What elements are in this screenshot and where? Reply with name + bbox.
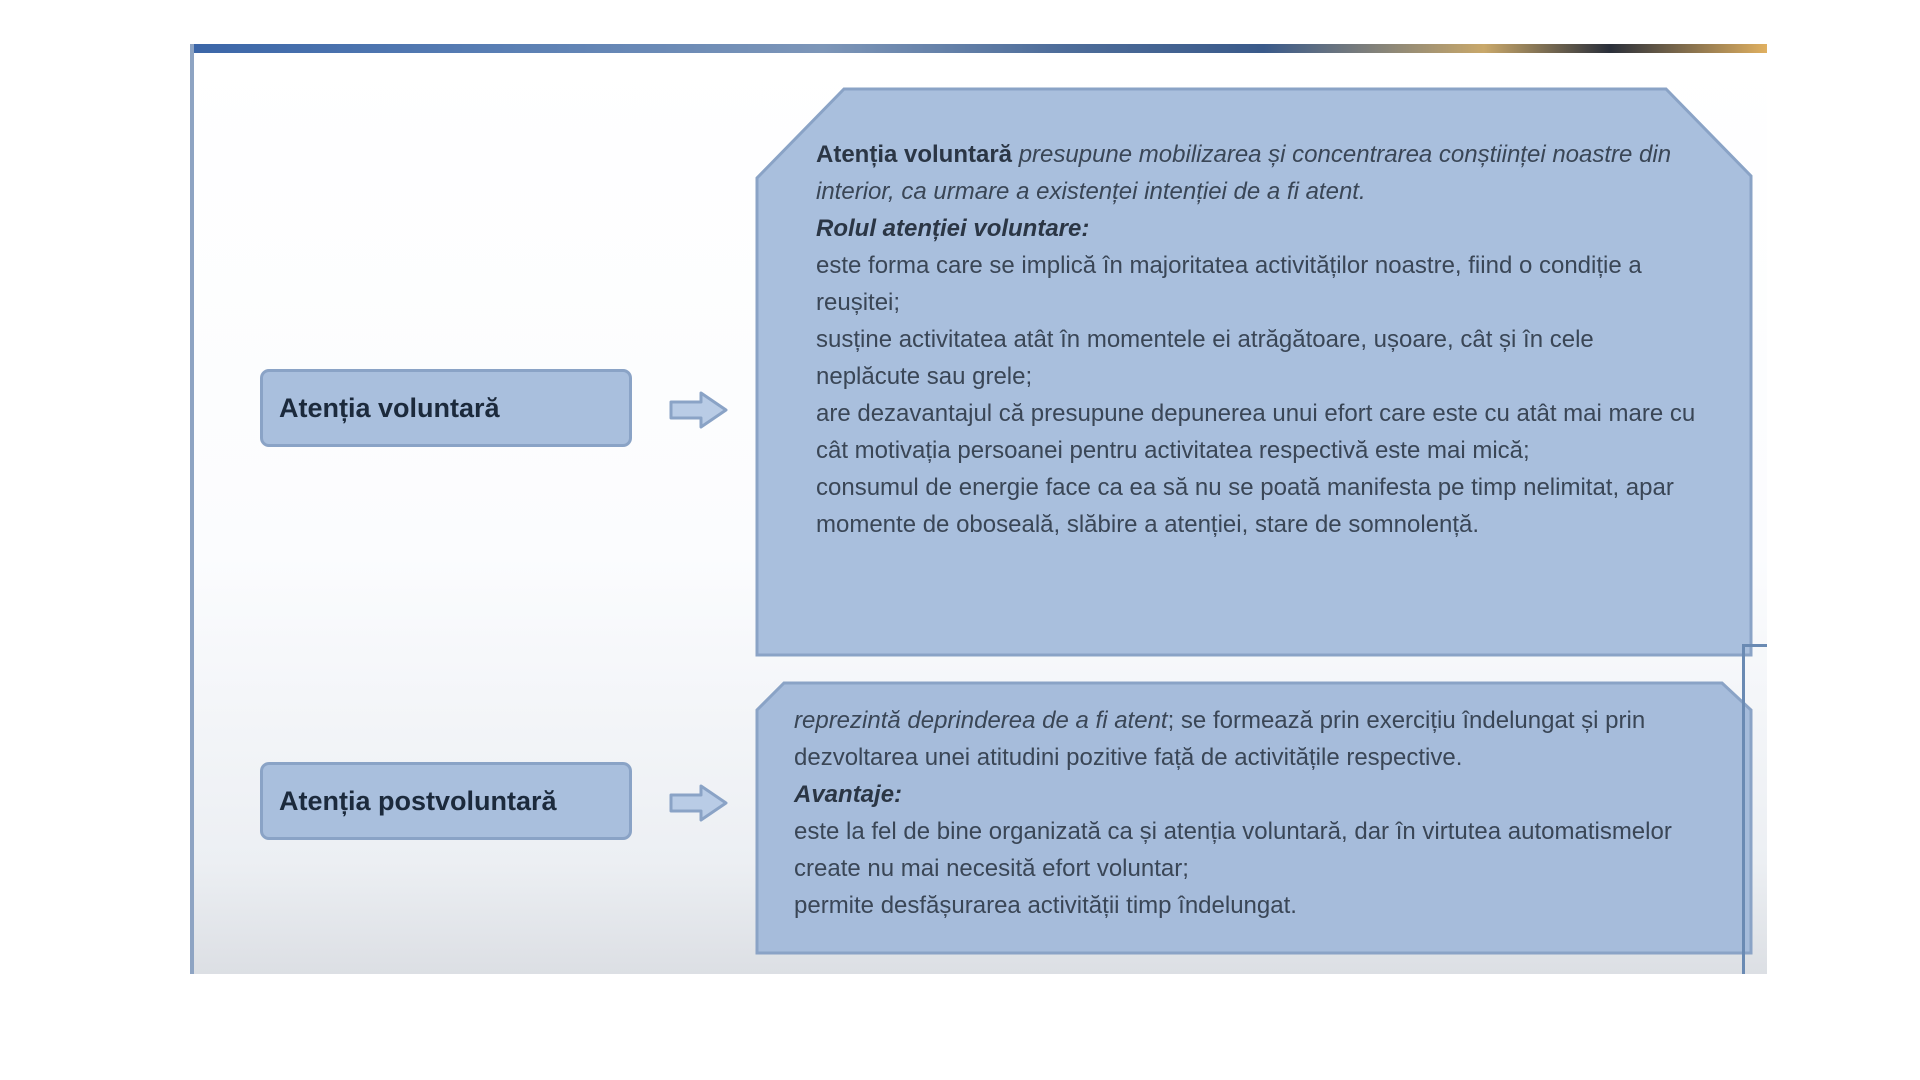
definition: [816, 136, 1696, 210]
subheading: Avantaje:: [794, 781, 903, 808]
label-text: Atenția voluntară: [279, 392, 500, 423]
content-text-postvoluntara: [794, 702, 1729, 924]
content-text-voluntara: [816, 136, 1696, 543]
list-item: este forma care se implică în majoritatea activităților noastre, fiind o condiție a reușitei;: [816, 252, 1642, 316]
definition: [794, 702, 1729, 776]
subheading: Rolul atenției voluntare:: [816, 215, 1090, 242]
list-item: susține activitatea atât în momentele ei atrăgătoare, ușoare, cât și în cele neplăcute sau grele;: [816, 326, 1594, 390]
definition-text: presupune mobilizarea și concentrarea conștiinței noastre din interior, ca urmare a existenței intenției de a fi atent.: [816, 141, 1672, 205]
slide: [190, 44, 1767, 974]
right-arrow-icon: [669, 783, 729, 823]
definition-italic: reprezintă deprinderea de a fi atent: [794, 707, 1168, 734]
term-bold: Atenția voluntară: [816, 141, 1013, 168]
side-divider-tick: [1742, 644, 1767, 647]
label-text: Atenția postvoluntară: [279, 785, 557, 816]
list-item: este la fel de bine organizată ca și atenția voluntară, dar în virtutea automatismelor create nu mai necesită efort voluntar;: [794, 818, 1672, 882]
list-item: permite desfășurarea activității timp îndelungat.: [794, 892, 1297, 919]
definition-text: ; se formează prin exercițiu îndelungat și prin dezvoltarea unei atitudini pozitive față de activitățile respective.: [794, 707, 1646, 771]
list-item: are dezavantajul că presupune depunerea unui efort care este cu atât mai mare cu cât motivația persoanei pentru activitatea respectivă este mai mică;: [816, 400, 1696, 464]
side-divider-line: [1742, 644, 1745, 974]
right-arrow-icon: [669, 390, 729, 430]
label-atentia-postvoluntara: [260, 762, 632, 840]
label-atentia-voluntara: [260, 369, 632, 447]
slide-top-bar: [194, 44, 1767, 53]
list-item: consumul de energie face ca ea să nu se poată manifesta pe timp nelimitat, apar momente de oboseală, slăbire a atenției, stare de somnolență.: [816, 474, 1674, 538]
